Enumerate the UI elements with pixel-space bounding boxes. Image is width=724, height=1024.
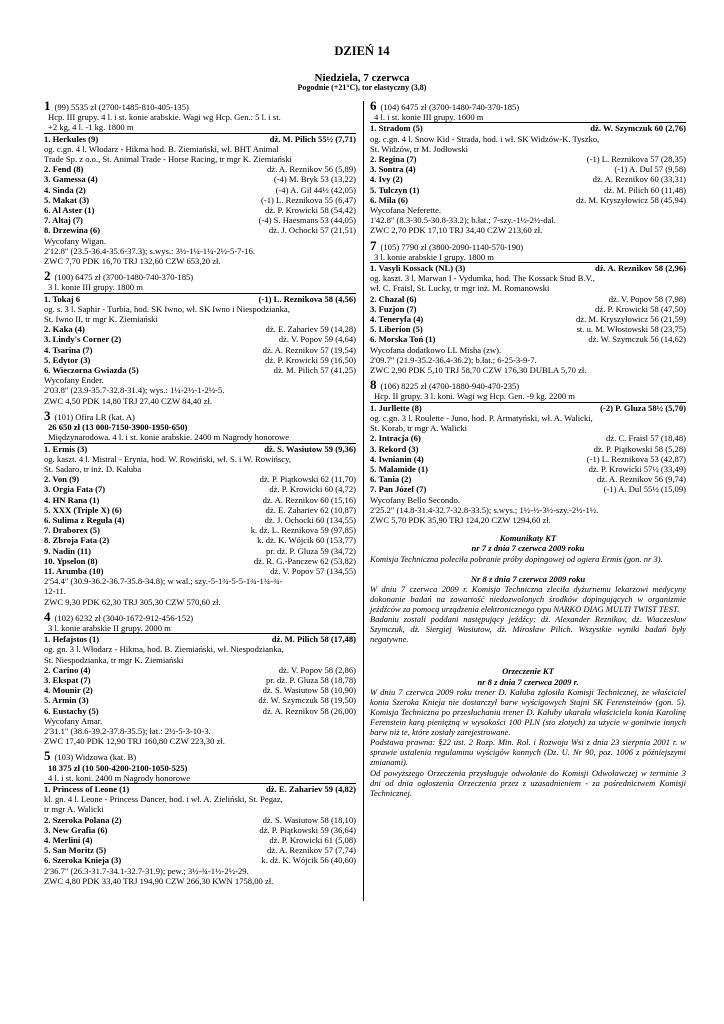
place-row-jockey: (-4) A. Gil 44½ (42,05): [275, 184, 356, 195]
place-row: [370, 154, 686, 164]
race-number: 3: [44, 407, 51, 423]
place-row: [44, 174, 356, 184]
winner-row-jockey: (-1) L. Reznikova 58 (4,56): [258, 293, 356, 304]
place-row-horse: 11. Arumba (10): [44, 565, 104, 576]
place-row-jockey: (-4) M. Bryk 53 (13,22): [273, 174, 356, 185]
place-row: [44, 474, 356, 484]
place-row-jockey: k. dż. K. Wójcik 56 (40,60): [261, 855, 356, 866]
place-row-jockey: dż. A. Reznikov 58 (26,00): [262, 705, 356, 716]
place-row-horse: 5. San Moritz (5): [44, 845, 107, 856]
place-row-jockey: dż. P. Krowicki 58 (47,50): [595, 303, 686, 314]
race-results: [370, 402, 686, 525]
ruling-text-2: Podstawa prawna: §22 ust. 2 Rozp. Min. Rol. i Rozwoju Wsi z dnia 23 sierpnia 2001 r. w sprawie ustalenia regulaminu wyścigów konnych (Dz. U. Nr 90, poz. 1006 z późniejszymi zmianami).: [370, 737, 686, 768]
place-row-jockey: (-1) L. Reznikova 53 (42,87): [586, 453, 686, 464]
place-row-jockey: k. dż. K. Wójcik 60 (153,77): [257, 535, 356, 546]
place-row: [44, 195, 356, 205]
date-heading: Niedziela, 7 czerwca: [314, 72, 410, 84]
place-row-horse: 4. Ivy (2): [370, 174, 403, 185]
place-row-horse: 5. Tulczyn (1): [370, 184, 420, 195]
place-row-jockey: dż. J. Ochocki 60 (134,55): [264, 514, 356, 525]
place-row-jockey: dż. P. Krowicki 57½ (33,49): [588, 463, 686, 474]
place-row-horse: 3. Gamessa (4): [44, 174, 98, 185]
race-3: [44, 407, 356, 607]
race-prize: (102) 6232 zł (3040-1672-912-456-152): [54, 612, 194, 623]
race-note: Wycofany Wigan.: [44, 235, 106, 246]
winner-row-jockey: dż. E. Zahariev 59 (4,82): [266, 784, 356, 794]
race-number: 7: [370, 237, 377, 253]
race-header: [370, 98, 686, 113]
place-row-jockey: dż. P. Krowicki 60 (4,72): [269, 484, 356, 495]
winner-row: [44, 134, 356, 144]
winner-info: og. kaszt. 3 l. Marwan I - Vydumka, hod. The Kossack Stud B.V.,: [370, 273, 595, 284]
race-prize: (106) 8225 zł (4700-1880-940-470-235): [380, 381, 520, 392]
winner-row: [370, 403, 686, 413]
race-conditions: Hcp. III grupy. 4 l. i st. konie arabskie. Wagi wg Hcp. Gen.: 5 l. i st.: [48, 112, 281, 123]
winner-info: og. c.gn. 4 l. Włodarz - Hikma hod. B. Ziemiański, wł. BHT Animal: [44, 143, 279, 154]
race-note: 2'36.7" (26.3-31.7-34.1-32.7-31.9); pew.; 3½-¾-1½-2½-29.: [44, 865, 249, 876]
place-row-horse: 6. Wieczorna Gwiazda (5): [44, 365, 139, 376]
communique-8-text: W dniu 7 czerwca 2009 r. Komisja Techniczna zleciła dyżurnemu lekarzowi medycyny dokonanie badań na zawartość niedozwolonych środków dopingujących w organizmie jeźdźców za pomocą urządzenia elektronicznego typu NARKO DIAG MULTI TWIST TEST.: [370, 583, 686, 615]
place-row-horse: 4. Mounir (2): [44, 685, 93, 696]
winner-info: kl. gn. 4 l. Leone - Princess Dancer, hod. i wł. A. Zieliński, St. Pegaz,: [44, 794, 283, 805]
winner-info: St. Sadaro, tr inż. D. Kałuba: [44, 463, 142, 474]
place-row-horse: 3. Rekord (3): [370, 443, 419, 454]
winner-info: og. s. 3 l. Saphir - Turbia, hod. SK Iwno, wł. SK Iwno i Niespodzianka,: [44, 303, 290, 314]
race-note: 2'12.8" (23.5-36.4-35.6-37.3); s.wys.: 3½-1¼-1¼-2½-5-7-16.: [44, 245, 256, 256]
place-row: [370, 314, 686, 324]
place-row: [44, 535, 356, 545]
race-number: 5: [44, 748, 51, 764]
race-note: 2'31.1" (38.6-39.2-37.8-35.5); łat.: 2½-5-3-10-3.: [44, 725, 211, 736]
winner-row: [44, 634, 356, 644]
race-conditions: Hcp. II grupy. 3 l. koni. Wagi wg Hcp. Gen. -9 kg. 2200 m: [374, 391, 575, 402]
race-6: [370, 98, 686, 236]
place-row-jockey: dż. A. Reznikov 60 (33,31): [592, 174, 686, 185]
place-row-horse: 6. Tania (2): [370, 474, 412, 485]
place-row: [44, 685, 356, 695]
place-row: [44, 815, 356, 825]
winner-row: [44, 784, 356, 794]
place-row: [44, 334, 356, 344]
place-row-horse: 3. Sontra (4): [370, 164, 416, 175]
place-row: [370, 474, 686, 484]
place-row-horse: 4. HN Rana (1): [44, 494, 100, 505]
race-number: 8: [370, 377, 377, 393]
race-note: Wycofany Ender.: [44, 375, 104, 386]
place-row-horse: 2. Chazal (6): [370, 293, 417, 304]
race-5: [44, 748, 356, 886]
place-row-jockey: dż. R. G.-Panczew 62 (53,82): [253, 555, 356, 566]
race-note: Wycofany Bello Secondo.: [370, 494, 460, 505]
place-row-jockey: st. u. M. Włostowski 58 (23,75): [576, 324, 686, 335]
place-row-horse: 6. Al Aster (1): [44, 205, 95, 216]
winner-row: [44, 294, 356, 304]
place-row: [44, 185, 356, 195]
race-number: 1: [44, 98, 51, 113]
winner-info: og. c.gn. 3 l. Roulette - Juno, hod. P. Armatyński, wł. A. Walicki,: [370, 412, 593, 423]
winner-row-horse: 1. Stradom (5): [370, 123, 423, 134]
winner-row-horse: 1. Herkules (9): [44, 133, 99, 144]
race-results: [44, 783, 356, 886]
winner-row-horse: 1. Tokaj 6: [44, 293, 81, 304]
place-row: [44, 324, 356, 334]
winner-info: wł. C. Fraisl, St. Lucky, tr mgr inż. M. Romanowski: [370, 283, 550, 294]
race-prize: (104) 6475 zł (3700-1480-740-370-185): [380, 102, 520, 112]
winner-info: tr mgr A. Walicki: [44, 804, 104, 815]
race-prize: (101) Ofira LR (kat. A): [54, 411, 135, 422]
place-row: [44, 675, 356, 685]
winner-row: [370, 263, 686, 273]
place-row-horse: 4. Merlini (4): [44, 835, 93, 846]
race-note: 12-11.: [44, 586, 66, 597]
place-row-horse: 4. Tsarina (7): [44, 344, 93, 355]
race-note: 2'54.4" (30.9-36.2-36.7-35.8-34.8); w wal.; szy.-5-1¾-5-5-1¾-1¾-¾-: [44, 576, 283, 587]
communique-8-title: Nr 8 z dnia 7 czerwca 2009 roku: [470, 573, 586, 584]
race-note: 2'09.7" (21.9-35.2-36.4-36.2); b.łat.; 6-25-3-9-7.: [370, 354, 537, 365]
winner-info: St. Widzów, tr M. Jodłowski: [370, 143, 469, 154]
place-row: [370, 304, 686, 314]
communique-7-text: Komisja Techniczna poleciła pobranie próby dopingowej od ogiera Ermis (gon. nr 3).: [370, 553, 663, 564]
place-row-horse: 5. Armin (3): [44, 695, 89, 706]
race-conditions: 4 l. i st. konie III grupy. 1600 m: [374, 112, 484, 123]
winner-row-horse: 1. Vasyli Kossack (NL) (3): [370, 263, 466, 274]
ruling-text: W dniu 7 czerwca 2009 roku trener D. Kałuba zgłosiła Komisji Technicznej, że właściciel konia Szeroka Knieja nie dostarczył barw wyścigowych Stajni SK Ferensteinów (gon. 5). Komisja Techniczna po przesłuchaniu trener D. Kałuby ukarała właściciela konia Karolinę Ferenstein karą pieniężną w wysokości 100 PLN (sto złotych) za użycie w gonitwie innych barw niż te, które zostały zarejestrowane.: [370, 686, 686, 738]
place-row-horse: 3. New Grafia (6): [44, 824, 108, 835]
winner-info: St. Korab, tr mgr A. Walicki: [370, 423, 468, 434]
race-header: [44, 268, 356, 284]
place-row: [370, 484, 686, 494]
place-row-horse: 5. XXX (Triple X) (6): [44, 504, 122, 515]
place-row-jockey: dż. A. Reznikov 57 (19,54): [262, 344, 356, 355]
communique-7-title: nr 7 z dnia 7 czerwca 2009 roku: [471, 543, 585, 554]
place-row-jockey: dż. E. Zahariev 59 (14,28): [265, 324, 356, 335]
winner-row-jockey: dż. S. Wasiutow 59 (9,36): [264, 443, 356, 454]
race-header: [44, 98, 356, 113]
place-row-horse: 7. Draborex (5): [44, 525, 100, 536]
race-number: 2: [44, 268, 51, 284]
place-row-horse: 6. Morska Toń (1): [370, 334, 436, 345]
place-row-jockey: dż. V. Popov 58 (7,98): [608, 293, 686, 304]
winner-row-horse: 1. Princess of Leone (1): [44, 784, 130, 794]
place-row: [44, 495, 356, 505]
race-prize: (100) 6475 zł (3700-1480-740-370-185): [54, 272, 194, 283]
place-row-horse: 7. Pan Józef (7): [370, 484, 427, 495]
place-row-jockey: dż. V. Popov 58 (2,86): [278, 664, 356, 675]
winner-row-jockey: dż. M. Pilich 55½ (7,71): [269, 133, 356, 144]
winner-row-jockey: (-2) P. Gluza 58½ (5,70): [600, 402, 686, 413]
race-note: ZWC 2,70 PDK 17,10 TRJ 34,40 CZW 213,60 zł.: [370, 225, 543, 236]
place-row-horse: 6. Mila (6): [370, 194, 408, 205]
place-row-horse: 5. Edytor (3): [44, 354, 91, 365]
place-row: [44, 665, 356, 675]
race-header: [370, 237, 686, 253]
winner-info: og. kaszt. 4 l. Mistral - Erynia, hod. W. Rowiński, wł. S. i W. Rowińscy,: [44, 453, 291, 464]
left-column: [44, 98, 356, 891]
race-prize: (99) 5535 zł (2700-1485-810-405-135): [54, 102, 189, 112]
place-row-horse: 6. Eustachy (5): [44, 705, 99, 716]
race-conditions: 3 l. konie III grupy. 1800 m: [48, 282, 143, 293]
race-results: [44, 293, 356, 406]
place-row-jockey: pr. dż. P. Gluza 58 (18,78): [266, 674, 356, 685]
place-row-horse: 5. Malamide (1): [370, 463, 428, 474]
ruling-title: Orzeczenie KT: [502, 666, 554, 677]
place-row-horse: 5. Makat (3): [44, 194, 90, 205]
place-row: [44, 695, 356, 705]
place-row-jockey: dż. P. Krowicki 61 (5,08): [269, 835, 356, 846]
winner-info: og. c.gn. 4 l. Snow Kid - Strada, hod. i wł. SK Widzów-K. Tyszko,: [370, 133, 600, 144]
place-row: [370, 195, 686, 205]
day-heading: DZIEŃ 14: [334, 44, 390, 58]
race-conditions: +2 kg, 4 l. -1 kg. 1800 m: [48, 122, 134, 133]
place-row-jockey: dż. W. Szymczuk 58 (19,50): [258, 695, 356, 706]
place-row-jockey: dż. P. Piątkowski 58 (5,28): [593, 443, 686, 454]
place-row-horse: 2. Intracja (6): [370, 433, 421, 444]
place-row: [44, 205, 356, 215]
race-2: [44, 268, 356, 406]
place-row: [370, 185, 686, 195]
place-row-jockey: dż. A. Reznikov 56 (9,74): [596, 474, 686, 485]
place-row: [44, 546, 356, 556]
race-note: ZWC 7,70 PDK 16,70 TRJ 132,60 CZW 653,20 zł.: [44, 256, 221, 267]
race-conditions: 4 l. i st. koni. 2400 m Nagrody honorowe: [48, 772, 191, 783]
place-row: [44, 845, 356, 855]
place-row-jockey: dż. P. Krowicki 58 (54,42): [265, 205, 356, 216]
race-header: [370, 377, 686, 393]
place-row: [44, 515, 356, 525]
place-row: [44, 484, 356, 494]
place-row-jockey: dż. P. Piątkowski 59 (36,64): [259, 824, 356, 835]
race-results: [370, 262, 686, 375]
place-row: [370, 174, 686, 184]
place-row: [44, 835, 356, 845]
place-row: [44, 556, 356, 566]
place-row-jockey: dż. M. Kryszyłowicz 56 (21,59): [575, 314, 686, 325]
place-row-jockey: dż. P. Piątkowski 62 (11,70): [259, 474, 356, 485]
race-note: 2'03.8" (23.9-35.7-32.8-31.4); wys.: 1¼-2½-1-2½-5.: [44, 385, 225, 396]
place-row: [370, 464, 686, 474]
place-row-jockey: dż. A. Reznikov 60 (15,16): [262, 494, 356, 505]
race-note: Wycofana dodatkowo LL Misha (zw).: [370, 344, 502, 355]
place-row-jockey: (-1) A. Dul 57 (9,58): [614, 164, 686, 175]
place-row: [44, 566, 356, 576]
place-row-horse: 6. Szeroka Knieja (3): [44, 855, 122, 866]
winner-row: [370, 123, 686, 133]
place-row-jockey: (-1) L. Reznikova 57 (28,35): [586, 154, 686, 165]
winner-info: St. Iwno II, tr mgr K. Ziemiański: [44, 314, 158, 325]
race-conditions: 18 375 zł (10 500-4200-2100-1050-525): [48, 762, 188, 773]
place-row-horse: 10. Ypselon (8): [44, 555, 98, 566]
place-row-horse: 4. Iwnianin (4): [370, 453, 424, 464]
place-row-jockey: dż. M. Kryszyłowicz 58 (45,94): [575, 194, 686, 205]
place-row: [44, 225, 356, 235]
race-note: 2'25.2" (14.8-31.4-32.7-32.8-33.5); s.wys.; 1½-½-3½-szy.-2½-1½.: [370, 504, 599, 515]
place-row-jockey: dż. E. Zahariev 62 (10,87): [265, 504, 356, 515]
race-note: ZWC 4,80 PDK 33,40 TRJ 194,90 CZW 266,30 KWN 1758,00 zł.: [44, 875, 274, 886]
place-row-jockey: dż. M. Pilich 57 (41,25): [273, 365, 356, 376]
race-prize: (103) Widzowa (kat. B): [54, 752, 137, 763]
race-results: [44, 633, 356, 746]
place-row-horse: 9. Nadin (11): [44, 545, 92, 556]
place-row: [370, 444, 686, 454]
race-conditions: Międzynarodowa. 4 l. i st. konie arabskie. 2400 m Nagrody honorowe: [48, 432, 290, 443]
place-row-horse: 8. Zbroja Fata (2): [44, 535, 110, 546]
race-note: ZWC 4,50 PDK 14,80 TRJ 27,40 CZW 84,40 zł.: [44, 395, 212, 406]
place-row: [370, 433, 686, 443]
race-note: ZWC 17,40 PDK 12,90 TRJ 160,80 CZW 223,30 zł.: [44, 736, 225, 747]
place-row: [44, 215, 356, 225]
place-row-jockey: k. dż. L. Reznikova 59 (97,85): [250, 525, 356, 536]
place-row: [370, 164, 686, 174]
race-note: Wycofany Amar.: [44, 715, 103, 726]
winner-row: [44, 444, 356, 454]
place-row-horse: 3. Orgia Fata (7): [44, 484, 106, 495]
place-row-jockey: dż. J. Ochocki 57 (21,51): [268, 225, 356, 236]
place-row-jockey: dż. V. Popov 59 (4,64): [278, 334, 356, 345]
place-row-horse: 3. Fuzjon (7): [370, 303, 417, 314]
place-row-jockey: (-4) S. Haesmans 53 (44,05): [258, 215, 356, 226]
communiques-title: Komunikaty KT: [499, 533, 557, 544]
ruling-text-3: Od powyższego Orzeczenia przysługuje odwołanie do Komisji Odwoławczej w terminie 3 dni od dnia ogłoszenia Orzeczenia przez z uzasadnieniem - za pośrednictwem Komisji Technicznej.: [370, 767, 686, 798]
winner-row-jockey: dż. A. Reznikov 58 (2,96): [595, 263, 686, 274]
place-row: [44, 505, 356, 515]
place-row-jockey: dż. V. Popov 57 (134,55): [270, 565, 356, 576]
winner-row-horse: 1. Ermis (3): [44, 443, 88, 454]
race-note: ZWC 2,90 PDK 5,10 TRJ 58,70 CZW 176,30 DUBLA 5,70 zł.: [370, 365, 587, 376]
place-row: [44, 345, 356, 355]
place-row-horse: 2. Szeroka Polana (2): [44, 814, 122, 825]
place-row-horse: 5. Liberion (5): [370, 324, 423, 335]
place-row: [370, 454, 686, 464]
place-row: [370, 294, 686, 304]
place-row: [370, 324, 686, 334]
place-row: [44, 164, 356, 174]
place-row-horse: 6. Sulima z Reguła (4): [44, 514, 125, 525]
race-number: 6: [370, 98, 377, 113]
race-1: [44, 98, 356, 267]
winner-row-horse: 1. Jurllette (8): [370, 402, 422, 413]
place-row-jockey: (-1) L. Reznikova 55 (6,47): [261, 194, 356, 205]
column-divider: [363, 101, 364, 901]
race-note: ZWC 9,30 PDK 62,30 TRJ 305,30 CZW 570,60 zł.: [44, 596, 221, 607]
place-row: [44, 855, 356, 865]
race-note: Wycofana Neferette.: [370, 205, 442, 216]
place-row: [44, 365, 356, 375]
race-results: [370, 122, 686, 235]
place-row-jockey: (-1) A. Dul 55½ (15,09): [603, 484, 686, 495]
place-row-horse: 4. Teneryfa (4): [370, 314, 424, 325]
communiques-section: [370, 533, 686, 798]
winner-row-horse: 1. Hefajstos (1): [44, 634, 100, 645]
place-row-horse: 4. Sinda (2): [44, 184, 86, 195]
place-row: [44, 525, 356, 535]
track-conditions: Pogodnie (+21°C), tor elastyczny (3,8): [297, 83, 427, 92]
place-row: [44, 706, 356, 716]
winner-row-jockey: dż. M. Pilich 58 (17,48): [271, 634, 356, 645]
place-row-horse: 2. Kaka (4): [44, 324, 85, 335]
place-row-jockey: dż. S. Wasiutow 58 (18,10): [262, 814, 356, 825]
right-races: [370, 98, 686, 525]
race-number: 4: [44, 608, 51, 624]
place-row: [370, 334, 686, 344]
place-row-jockey: dż. M. Pilich 60 (11,48): [603, 184, 686, 195]
place-row-horse: 2. Von (9): [44, 474, 80, 485]
race-header: [44, 608, 356, 624]
place-row: [44, 355, 356, 365]
race-8: [370, 377, 686, 525]
place-row-horse: 8. Drzewina (6): [44, 225, 101, 236]
winner-info: og. gn. 3 l. Włodarz - Hikma, hod. B. Ziemiański, wł. Niespodzianka,: [44, 644, 284, 655]
race-7: [370, 237, 686, 376]
place-row-horse: 3. Lindy's Corner (2): [44, 334, 122, 345]
place-row: [44, 825, 356, 835]
race-prize: (105) 7790 zł (3800-2090-1140-570-190): [380, 241, 524, 252]
place-row-jockey: dż. W. Szymczuk 56 (14,62): [588, 334, 686, 345]
place-row-jockey: dż. S. Wasiutow 58 (10,90): [262, 685, 356, 696]
place-row-jockey: dż. P. Krowicki 59 (16,50): [265, 354, 356, 365]
race-conditions: 3 l. konie arabskie II grupy. 2000 m: [48, 622, 171, 633]
winner-info: St. Niespodzianka, tr mgr K. Ziemiański: [44, 654, 184, 665]
winner-info: Trade Sp. z o.o., St. Animal Trade - Horse Racing, tr mgr K. Ziemiański: [44, 154, 292, 165]
place-row-horse: 2. Regina (7): [370, 154, 417, 165]
race-conditions: 3 l. konie arabskie I grupy. 1800 m: [374, 251, 494, 262]
place-row-jockey: pr. dż. P. Gluza 59 (34,72): [266, 545, 356, 556]
place-row-horse: 2. Fend (8): [44, 164, 84, 175]
race-header: [44, 748, 356, 764]
race-results: [44, 133, 356, 267]
place-row-jockey: dż. A. Reznikov 56 (5,89): [266, 164, 356, 175]
race-results: [44, 443, 356, 607]
place-row-jockey: dż. A. Reznikov 57 (7,74): [266, 845, 356, 856]
winner-row-jockey: dż. W. Szymczuk 60 (2,76): [590, 123, 686, 134]
race-header: [44, 407, 356, 423]
race-4: [44, 608, 356, 747]
race-note: 1'42.8" (8.3-30.5-30.8-33.2); b.łat.; 7-szy.-1½-2½-dal.: [370, 215, 556, 226]
place-row-horse: 3. Ekspat (7): [44, 674, 91, 685]
ruling-subtitle: nr 8 z dnia 7 czerwca 2009 r.: [477, 676, 579, 687]
place-row-horse: 2. Carino (4): [44, 664, 91, 675]
communique-8-text-2: Badaniu zostali poddani następujący jeźdźcy: dż. Alexander Reznikov, dż. Wiaczesław Szymczuk, dż. Siergiej Wasiutow, dż. Mirosław Pilich. Wszystkie wyniki badań były negatywne.: [370, 614, 686, 645]
race-conditions: 26 650 zł (13 000-7150-3900-1950-650): [48, 422, 188, 433]
place-row-horse: 7. Altaj (7): [44, 215, 83, 226]
right-column: [370, 98, 686, 798]
place-row-jockey: dż. C. Fraisl 57 (18,48): [606, 433, 686, 444]
race-note: ZWC 5,70 PDK 35,90 TRJ 124,20 CZW 1294,60 zł.: [370, 514, 551, 525]
